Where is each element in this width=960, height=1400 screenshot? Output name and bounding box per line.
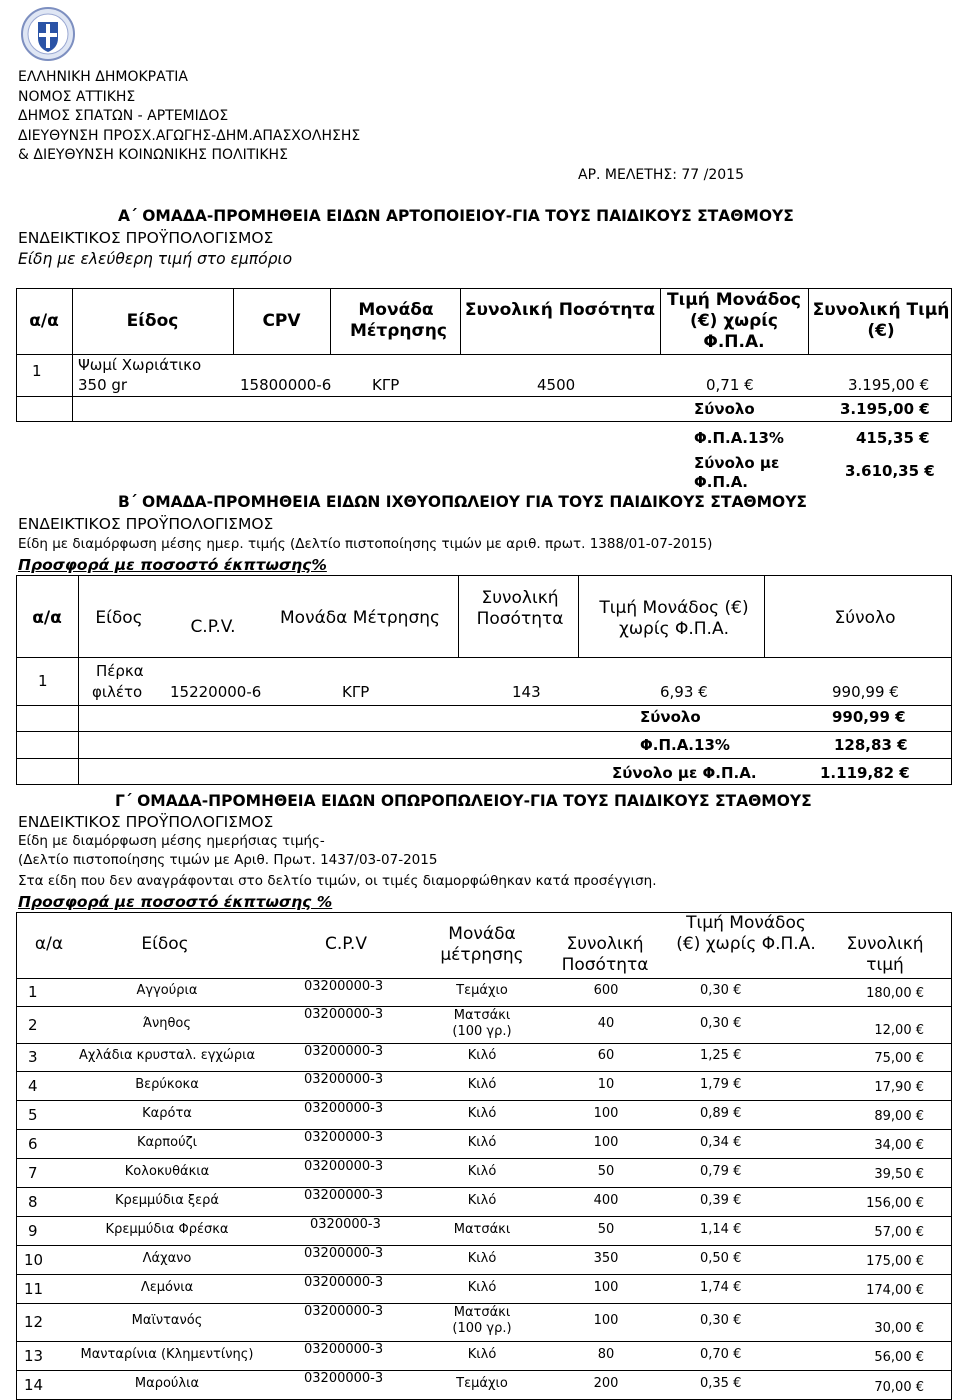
table-row-cpv: 03200000-3 <box>304 1101 384 1116</box>
table-row-price: 1,25 € <box>700 1048 742 1063</box>
a-row-cpv: 15800000-6 <box>240 376 332 394</box>
c-col-price: Τιμή Μονάδος (€) χωρίς Φ.Π.Α. <box>676 913 816 954</box>
b-col-cpv: C.P.V. <box>190 617 236 637</box>
table-row-item: Κολοκυθάκια <box>124 1163 210 1179</box>
b-col-unit: Μονάδα Μέτρησης <box>280 608 440 628</box>
table-row-divider <box>16 1303 952 1304</box>
b-row-aa: 1 <box>38 672 48 690</box>
table-row-aa: 14 <box>24 1376 44 1394</box>
table-row-divider <box>16 1006 952 1007</box>
a-grand-value: 3.610,35 € <box>845 462 935 480</box>
a-sum-label: Σύνολο <box>694 400 755 418</box>
table-row-qty: 400 <box>593 1192 619 1208</box>
table-row-item: Αγγούρια <box>136 983 198 998</box>
section-b-offer: Προσφορά με ποσοστό έκπτωσης% <box>18 556 327 574</box>
a-row-item-l2: 350 gr <box>78 376 128 394</box>
table-row-item: Λάχανο <box>142 1250 192 1266</box>
table-row-aa: 12 <box>24 1313 44 1331</box>
section-a-title: Α΄ ΟΜΑΔΑ-ΠΡΟΜΗΘΕΙΑ ΕΙΔΩΝ ΑΡΤΟΠΟΙΕΙΟΥ-ΓΙΑ ΤΟΥΣ ΠΑΙΔΙΚΟΥΣ ΣΤΑΘΜΟΥΣ <box>118 207 794 225</box>
table-row-divider <box>16 1129 952 1130</box>
a-row-item-l1: Ψωμί Χωριάτικο <box>78 356 202 374</box>
table-row-qty: 100 <box>593 1105 619 1121</box>
table-row-aa: 8 <box>28 1192 38 1211</box>
table-row-item: Καρπούζι <box>136 1134 198 1150</box>
b-row-item-l1: Πέρκα <box>96 662 144 680</box>
table-row-total: 70,00 € <box>874 1380 924 1395</box>
a-grand-label-2: Φ.Π.Α. <box>694 473 749 491</box>
greek-emblem-logo <box>20 6 76 62</box>
table-row-unit: Κιλό <box>467 1346 497 1362</box>
table-row-total: 57,00 € <box>874 1225 924 1240</box>
a-col-total: Συνολική Τιμή (€) <box>812 300 950 341</box>
table-row-unit: Κιλό <box>467 1279 497 1295</box>
table-row-qty: 50 <box>597 1221 615 1237</box>
table-row-aa: 6 <box>28 1134 38 1153</box>
table-row-price: 1,79 € <box>700 1076 742 1092</box>
table-row-item: Βερύκοκα <box>135 1076 199 1092</box>
table-row-total: 156,00 € <box>866 1196 924 1211</box>
table-row-item: Κρεμμύδια Φρέσκα <box>105 1221 229 1237</box>
table-row-price: 0,39 € <box>700 1192 742 1208</box>
table-row-aa: 1 <box>28 983 38 1001</box>
section-c-note-3: Στα είδη που δεν αναγράφονται στο δελτίο τιμών, οι τιμές διαμορφώθηκαν κατά προσέγγιση. <box>18 873 657 889</box>
table-row-divider <box>16 1216 952 1217</box>
table-row-qty: 350 <box>593 1250 619 1266</box>
b-row-cpv: 15220000-6 <box>170 683 262 701</box>
table-row-aa: 4 <box>28 1076 38 1095</box>
table-row-total: 17,90 € <box>874 1080 924 1095</box>
a-col-cpv: CPV <box>262 311 301 331</box>
table-row-cpv: 0320000-3 <box>310 1217 381 1232</box>
table-row-unit: Κιλό <box>467 1134 497 1150</box>
b-row-total: 990,99 € <box>832 683 899 701</box>
table-row-price: 0,50 € <box>700 1250 742 1266</box>
table-row-cpv: 03200000-3 <box>304 1044 384 1059</box>
table-row-divider <box>16 1341 952 1342</box>
table-row-qty: 60 <box>597 1048 615 1063</box>
study-number: ΑΡ. ΜΕΛΕΤΗΣ: 77 /2015 <box>578 167 744 183</box>
b-col-price: Τιμή Μονάδος (€) χωρίς Φ.Π.Α. <box>599 598 749 639</box>
table-row-divider <box>16 1158 952 1159</box>
table-row-total: 39,50 € <box>874 1167 924 1182</box>
section-c-note-2: (Δελτίο πιστοποίησης τιμών με Αριθ. Πρωτ. 1437/03-07-2015 <box>18 852 438 868</box>
section-a-subtitle: ΕΝΔΕΙΚΤΙΚΟΣ ΠΡΟΫΠΟΛΟΓΙΣΜΟΣ <box>18 229 274 247</box>
b-sum-label: Σύνολο <box>640 708 701 726</box>
c-col-cpv: C.P.V <box>325 934 367 954</box>
table-row-unit: Κιλό <box>467 1250 497 1266</box>
table-row-cpv: 03200000-3 <box>304 1246 384 1261</box>
header-line-3: ΔΗΜΟΣ ΣΠΑΤΩΝ - ΑΡΤΕΜΙΔΟΣ <box>18 108 229 124</box>
b-row-unit: ΚΓΡ <box>342 683 370 701</box>
b-grand-label: Σύνολο με Φ.Π.Α. <box>612 764 757 782</box>
table-row-qty: 80 <box>597 1346 615 1362</box>
table-row-cpv: 03200000-3 <box>304 1275 384 1290</box>
table-row-total: 180,00 € <box>866 986 924 1001</box>
c-col-total: Συνολική τιμή <box>846 934 924 975</box>
a-row-total: 3.195,00 € <box>848 376 930 394</box>
a-row-unit: ΚΓΡ <box>372 376 400 394</box>
table-row-qty: 50 <box>597 1163 615 1179</box>
a-vat-label: Φ.Π.Α.13% <box>694 429 784 447</box>
table-row-unit: Τεμάχιο <box>456 983 508 998</box>
table-row-item: Μαρούλια <box>134 1376 200 1391</box>
c-col-item: Είδος <box>141 934 189 954</box>
a-col-item: Είδος <box>126 311 179 331</box>
table-row-cpv: 03200000-3 <box>304 1342 384 1357</box>
a-vat-value: 415,35 € <box>856 429 930 447</box>
b-row-qty: 143 <box>512 683 541 701</box>
table-row-unit: Κιλό <box>467 1105 497 1121</box>
table-row-aa: 13 <box>24 1346 44 1365</box>
b-sum-value: 990,99 € <box>832 708 906 726</box>
table-row-qty: 100 <box>593 1134 619 1150</box>
a-col-qty: Συνολική Ποσότητα <box>464 300 656 320</box>
a-sum-value: 3.195,00 € <box>840 400 930 418</box>
table-row-aa: 2 <box>28 1015 38 1034</box>
table-row-unit: Κιλό <box>467 1192 497 1208</box>
b-vat-value: 128,83 € <box>834 736 908 754</box>
table-row-divider <box>16 1071 952 1072</box>
table-row-cpv: 03200000-3 <box>304 1304 384 1319</box>
table-row-total: 56,00 € <box>874 1350 924 1365</box>
table-row-price: 0,79 € <box>700 1163 742 1179</box>
b-vat-label: Φ.Π.Α.13% <box>640 736 730 754</box>
table-row-divider <box>16 1100 952 1101</box>
b-grand-value: 1.119,82 € <box>820 764 910 782</box>
section-b-subtitle: ΕΝΔΕΙΚΤΙΚΟΣ ΠΡΟΫΠΟΛΟΓΙΣΜΟΣ <box>18 515 274 533</box>
table-row-cpv: 03200000-3 <box>304 1072 384 1087</box>
table-row-total: 89,00 € <box>874 1109 924 1124</box>
table-row-qty: 100 <box>593 1313 619 1328</box>
table-row-cpv: 03200000-3 <box>304 1007 384 1022</box>
table-row-aa: 11 <box>24 1279 44 1298</box>
table-row-total: 30,00 € <box>874 1321 924 1336</box>
b-col-total: Σύνολο <box>834 608 896 628</box>
table-row-cpv: 03200000-3 <box>304 1130 384 1145</box>
table-row-qty: 600 <box>593 983 619 998</box>
a-row-aa: 1 <box>32 362 42 380</box>
table-row-cpv: 03200000-3 <box>304 1371 384 1386</box>
c-col-qty: Συνολική Ποσότητα <box>561 934 649 975</box>
section-b-note: Είδη με διαμόρφωση μέσης ημερ. τιμής (Δελτίο πιστοποίησης τιμών με αριθ. πρωτ. 1388/01-07-2015) <box>18 536 713 552</box>
table-row-cpv: 03200000-3 <box>304 1159 384 1174</box>
a-row-qty: 4500 <box>537 376 576 394</box>
table-row-unit: Ματσάκι (100 γρ.) <box>452 1305 512 1336</box>
a-col-aa: α/α <box>29 311 59 331</box>
header-line-4: ΔΙΕΥΘΥΝΣΗ ΠΡΟΣΧ.ΑΓΩΓΗΣ-ΔΗΜ.ΑΠΑΣΧΟΛΗΣΗΣ <box>18 128 361 144</box>
c-col-aa: α/α <box>34 934 64 954</box>
b-col-aa: α/α <box>32 608 62 628</box>
table-row-item: Κρεμμύδια ξερά <box>114 1192 220 1208</box>
table-row-aa: 3 <box>28 1048 38 1066</box>
table-row-divider <box>16 1187 952 1188</box>
table-row-unit: Κιλό <box>467 1076 497 1092</box>
table-row-item: Άνηθος <box>142 1015 192 1031</box>
table-row-item: Λεμόνια <box>140 1279 194 1295</box>
section-c-subtitle: ΕΝΔΕΙΚΤΙΚΟΣ ΠΡΟΫΠΟΛΟΓΙΣΜΟΣ <box>18 813 274 831</box>
section-c-offer: Προσφορά με ποσοστό έκπτωσης % <box>18 893 333 911</box>
table-row-item: Καρότα <box>142 1105 192 1121</box>
table-row-price: 0,70 € <box>700 1346 742 1362</box>
a-grand-label-1: Σύνολο με <box>694 454 780 472</box>
table-row-divider <box>16 1274 952 1275</box>
table-row-unit: Κιλό <box>467 1163 497 1179</box>
table-row-price: 0,30 € <box>700 983 742 998</box>
table-row-qty: 40 <box>597 1015 615 1031</box>
table-row-divider <box>16 1245 952 1246</box>
table-row-aa: 7 <box>28 1163 38 1182</box>
table-row-price: 0,30 € <box>700 1313 742 1328</box>
header-line-2: ΝΟΜΟΣ ΑΤΤΙΚΗΣ <box>18 89 136 105</box>
table-row-divider <box>16 1043 952 1044</box>
table-row-aa: 5 <box>28 1105 38 1124</box>
table-row-price: 1,74 € <box>700 1279 742 1295</box>
table-row-divider <box>16 1370 952 1371</box>
header-line-5: & ΔΙΕΥΘΥΝΣΗ ΚΟΙΝΩΝΙΚΗΣ ΠΟΛΙΤΙΚΗΣ <box>18 147 288 163</box>
table-row-cpv: 03200000-3 <box>304 979 384 994</box>
table-row-unit: Ματσάκι (100 γρ.) <box>452 1008 512 1039</box>
table-row-total: 34,00 € <box>874 1138 924 1153</box>
table-row-unit: Τεμάχιο <box>456 1376 508 1391</box>
table-row-item: Μαϊντανός <box>131 1313 203 1328</box>
table-row-price: 1,14 € <box>700 1221 742 1237</box>
c-col-unit: Μονάδα μέτρησης <box>440 924 524 965</box>
table-row-price: 0,30 € <box>700 1015 742 1031</box>
table-row-price: 0,34 € <box>700 1134 742 1150</box>
table-row-aa: 10 <box>24 1250 44 1269</box>
table-row-aa: 9 <box>28 1221 38 1240</box>
table-row-item: Μανταρίνια (Κλημεντίνης) <box>80 1346 254 1362</box>
section-c-note-1: Είδη με διαμόρφωση μέσης ημερήσιας τιμής- <box>18 833 325 849</box>
table-row-total: 75,00 € <box>874 1051 924 1066</box>
table-row-item: Αχλάδια κρυσταλ. εγχώρια <box>78 1048 256 1063</box>
table-row-unit: Ματσάκι <box>453 1221 511 1237</box>
b-row-item-l2: φιλέτο <box>92 683 143 701</box>
b-col-item: Είδος <box>95 608 143 628</box>
table-row-cpv: 03200000-3 <box>304 1188 384 1203</box>
table-row-total: 174,00 € <box>866 1283 924 1298</box>
a-row-price: 0,71 € <box>706 376 754 394</box>
a-col-unit: Μονάδα Μέτρησης <box>350 300 447 341</box>
table-row-total: 175,00 € <box>866 1254 924 1269</box>
table-row-price: 0,89 € <box>700 1105 742 1121</box>
table-row-unit: Κιλό <box>467 1048 497 1063</box>
a-col-price: Τιμή Μονάδος (€) χωρίς Φ.Π.Α. <box>666 290 802 352</box>
table-row-price: 0,35 € <box>700 1376 742 1391</box>
section-a-note: Είδη με ελεύθερη τιμή στο εμπόριο <box>18 250 293 268</box>
header-line-1: ΕΛΛΗΝΙΚΗ ΔΗΜΟΚΡΑΤΙΑ <box>18 69 188 85</box>
table-row-qty: 200 <box>593 1376 619 1391</box>
b-col-qty: Συνολική Ποσότητα <box>476 588 564 629</box>
b-row-price: 6,93 € <box>660 683 708 701</box>
section-b-title: Β΄ ΟΜΑΔΑ-ΠΡΟΜΗΘΕΙΑ ΕΙΔΩΝ ΙΧΘΥΟΠΩΛΕΙΟΥ ΓΙΑ ΤΟΥΣ ΠΑΙΔΙΚΟΥΣ ΣΤΑΘΜΟΥΣ <box>118 493 808 511</box>
table-row-qty: 10 <box>597 1076 615 1092</box>
table-row-total: 12,00 € <box>874 1023 924 1038</box>
table-row-qty: 100 <box>593 1279 619 1295</box>
section-c-title: Γ΄ ΟΜΑΔΑ-ΠΡΟΜΗΘΕΙΑ ΕΙΔΩΝ ΟΠΩΡΟΠΩΛΕΙΟΥ-ΓΙΑ ΤΟΥΣ ΠΑΙΔΙΚΟΥΣ ΣΤΑΘΜΟΥΣ <box>115 792 812 810</box>
